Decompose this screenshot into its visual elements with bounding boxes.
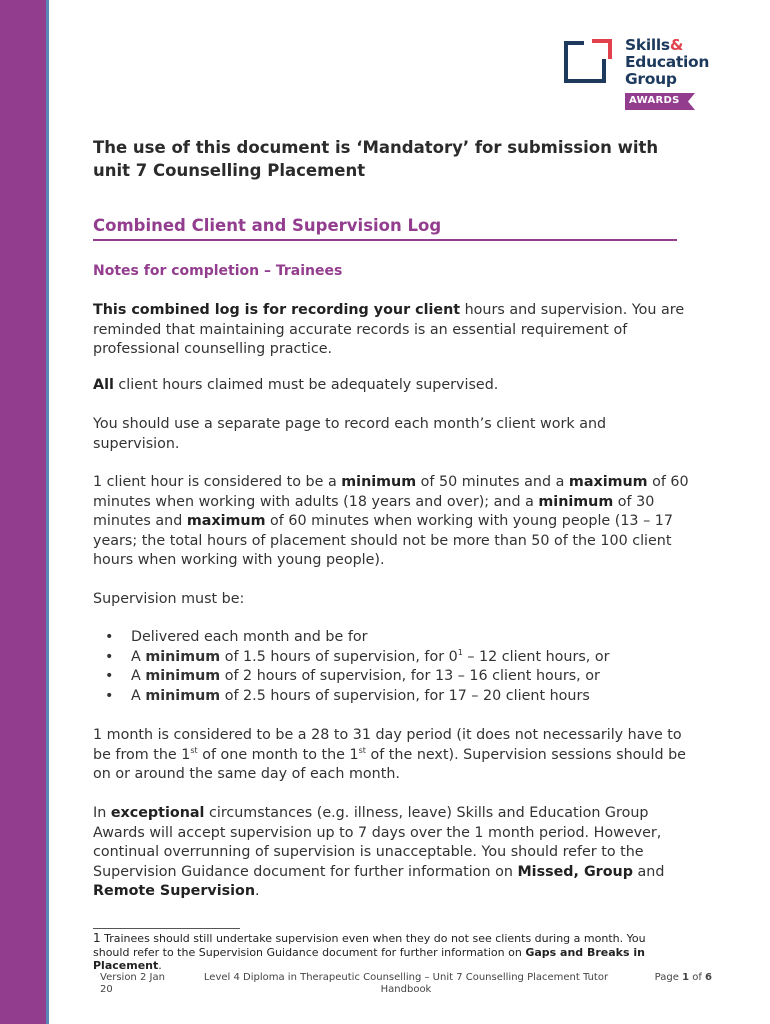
awards-badge: AWARDS xyxy=(625,93,695,110)
list-item: • A minimum of 1.5 hours of supervision, for $0^1 - 12$ client hours, or xyxy=(93,648,693,668)
footer-title: Level 4 Diploma in Therapeutic Counselling – Unit 7 Counselling Placement Tutor Handbook xyxy=(203,972,609,995)
supervision-requirements-list xyxy=(93,628,693,706)
list-item: • A minimum of 2.5 hours of supervision, for 17 – 20 client hours xyxy=(93,687,693,707)
footnote-divider xyxy=(93,928,240,929)
purple-sidebar xyxy=(0,0,48,1024)
paragraph-supervision-must: Supervision must be: xyxy=(93,591,245,607)
paragraph-supervised: All client hours claimed must be adequately supervised. xyxy=(93,377,499,393)
list-item: • Delivered each month and be for xyxy=(93,628,693,648)
notes-heading: Notes for completion – Trainees xyxy=(93,263,343,279)
skills-education-group-logo xyxy=(562,37,722,113)
paragraph-month-definition: 1 month is considered to be a 28 to 31 day period (it does not necessarily have to be from the 1st of one month to the 1st of the next). Supervision sessions should be on or around the same day of each month. xyxy=(93,727,686,782)
paragraph-client-hour: 1 client hour is considered to be a minimum of 50 minutes and a maximum of 60 minutes when working with adults (18 years and over); and a minimum of 30 minutes and maximum of 60 minutes when working with young people (13 – 17 years; the total hours of placement should not be more than 50 of the 100 client hours when working with young people). xyxy=(93,474,689,568)
footer-page-number: Page 1 of 6 xyxy=(654,972,712,983)
page-title: The use of this document is ‘Mandatory’ for submission with unit 7 Counselling Placement xyxy=(93,138,659,180)
paragraph-separate-page: You should use a separate page to record each month’s client work and supervision. xyxy=(93,416,607,452)
sidebar-edge-stripe xyxy=(46,0,49,1024)
paragraph-exceptional: In exceptional circumstances (e.g. illness, leave) Skills and Education Group Awards will accept supervision up to 7 days over the 1 month period. However, continual overrunning of supervision is unacceptable. You should refer to the Supervision Guidance document for further information on Missed, Group and Remote Supervision. xyxy=(93,805,665,899)
paragraph-purpose: This combined log is for recording your client hours and supervision. You are reminded that maintaining accurate records is an essential requirement of professional counselling practice. xyxy=(93,302,685,357)
logo-mark-icon xyxy=(562,37,614,85)
footnote: 1 Trainees should still undertake supervision even when they do not see clients during a month. You should refer to the Supervision Guidance document for further information on Gaps and Breaks in Placement. xyxy=(93,931,646,972)
section-divider xyxy=(93,239,677,241)
section-title: Combined Client and Supervision Log xyxy=(93,216,442,235)
footer-version: Version 2 Jan 20 xyxy=(100,972,165,995)
logo-wordmark: Skills& Education Group xyxy=(625,36,710,88)
list-item: • A minimum of 2 hours of supervision, for 13 – 16 client hours, or xyxy=(93,667,693,687)
